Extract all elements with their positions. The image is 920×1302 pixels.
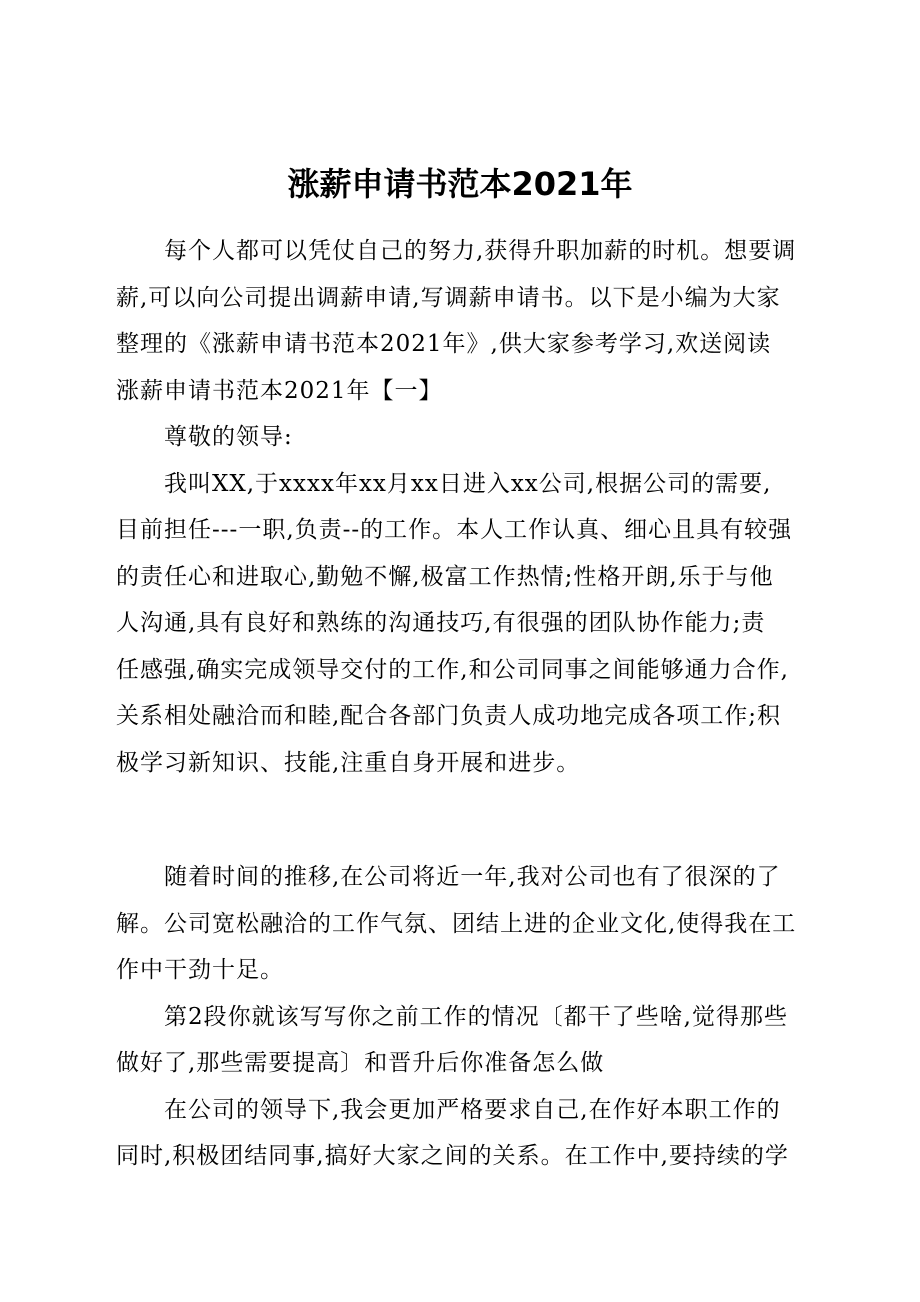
paragraph-line: 做好了,那些需要提高〕和晋升后你准备怎么做 [116, 1050, 605, 1076]
paragraph-line: 解。公司宽松融洽的工作气氛、团结上进的企业文化,使得我在工 [116, 910, 797, 937]
document-title: 涨薪申请书范本2021年 [287, 165, 633, 203]
paragraph-line: 薪,可以向公司提出调薪申请,写调薪申请书。以下是小编为大家 [116, 284, 781, 311]
salutation: 尊敬的领导: [164, 424, 293, 450]
paragraph-line: 每个人都可以凭仗自己的努力,获得升职加薪的时机。想要调 [164, 238, 797, 264]
paragraph-line: 人沟通,具有良好和熟练的沟通技巧,有很强的团队协作能力;责 [116, 610, 766, 636]
paragraph-line: 的责任心和进取心,勤勉不懈,极富工作热情;性格开朗,乐于与他 [116, 563, 774, 590]
paragraph-line: 整理的《涨薪申请书范本2021年》,供大家参考学习,欢送阅读 [116, 331, 772, 357]
paragraph-line: 任感强,确实完成领导交付的工作,和公司同事之间能够通力合作, [116, 656, 789, 683]
paragraph-line: 随着时间的推移,在公司将近一年,我对公司也有了很深的了 [164, 864, 781, 890]
body-section-1 [116, 228, 806, 786]
paragraph-line: 目前担任---一职,负责--的工作。本人工作认真、细心且具有较强 [116, 517, 793, 543]
body-section-2 [116, 854, 806, 1180]
paragraph-line: 在公司的领导下,我会更加严格要求自己,在作好本职工作的 [164, 1096, 781, 1123]
paragraph-line: 同时,积极团结同事,搞好大家之间的关系。在工作中,要持续的学 [116, 1143, 789, 1169]
paragraph-line: 作中干劲十足。 [116, 957, 284, 983]
section-heading: 涨薪申请书范本2021年【一】 [116, 377, 443, 404]
paragraph-line: 第2段你就该写写你之前工作的情况〔都干了些啥,觉得那些 [164, 1003, 788, 1030]
paragraph-line: 关系相处融洽而和睦,配合各部门负责人成功地完成各项工作;积 [116, 703, 782, 729]
paragraph-line: 我叫XX,于xxxx年xx月xx日进入xx公司,根据公司的需要, [164, 470, 772, 497]
paragraph-line: 极学习新知识、技能,注重自身开展和进步。 [116, 749, 581, 776]
